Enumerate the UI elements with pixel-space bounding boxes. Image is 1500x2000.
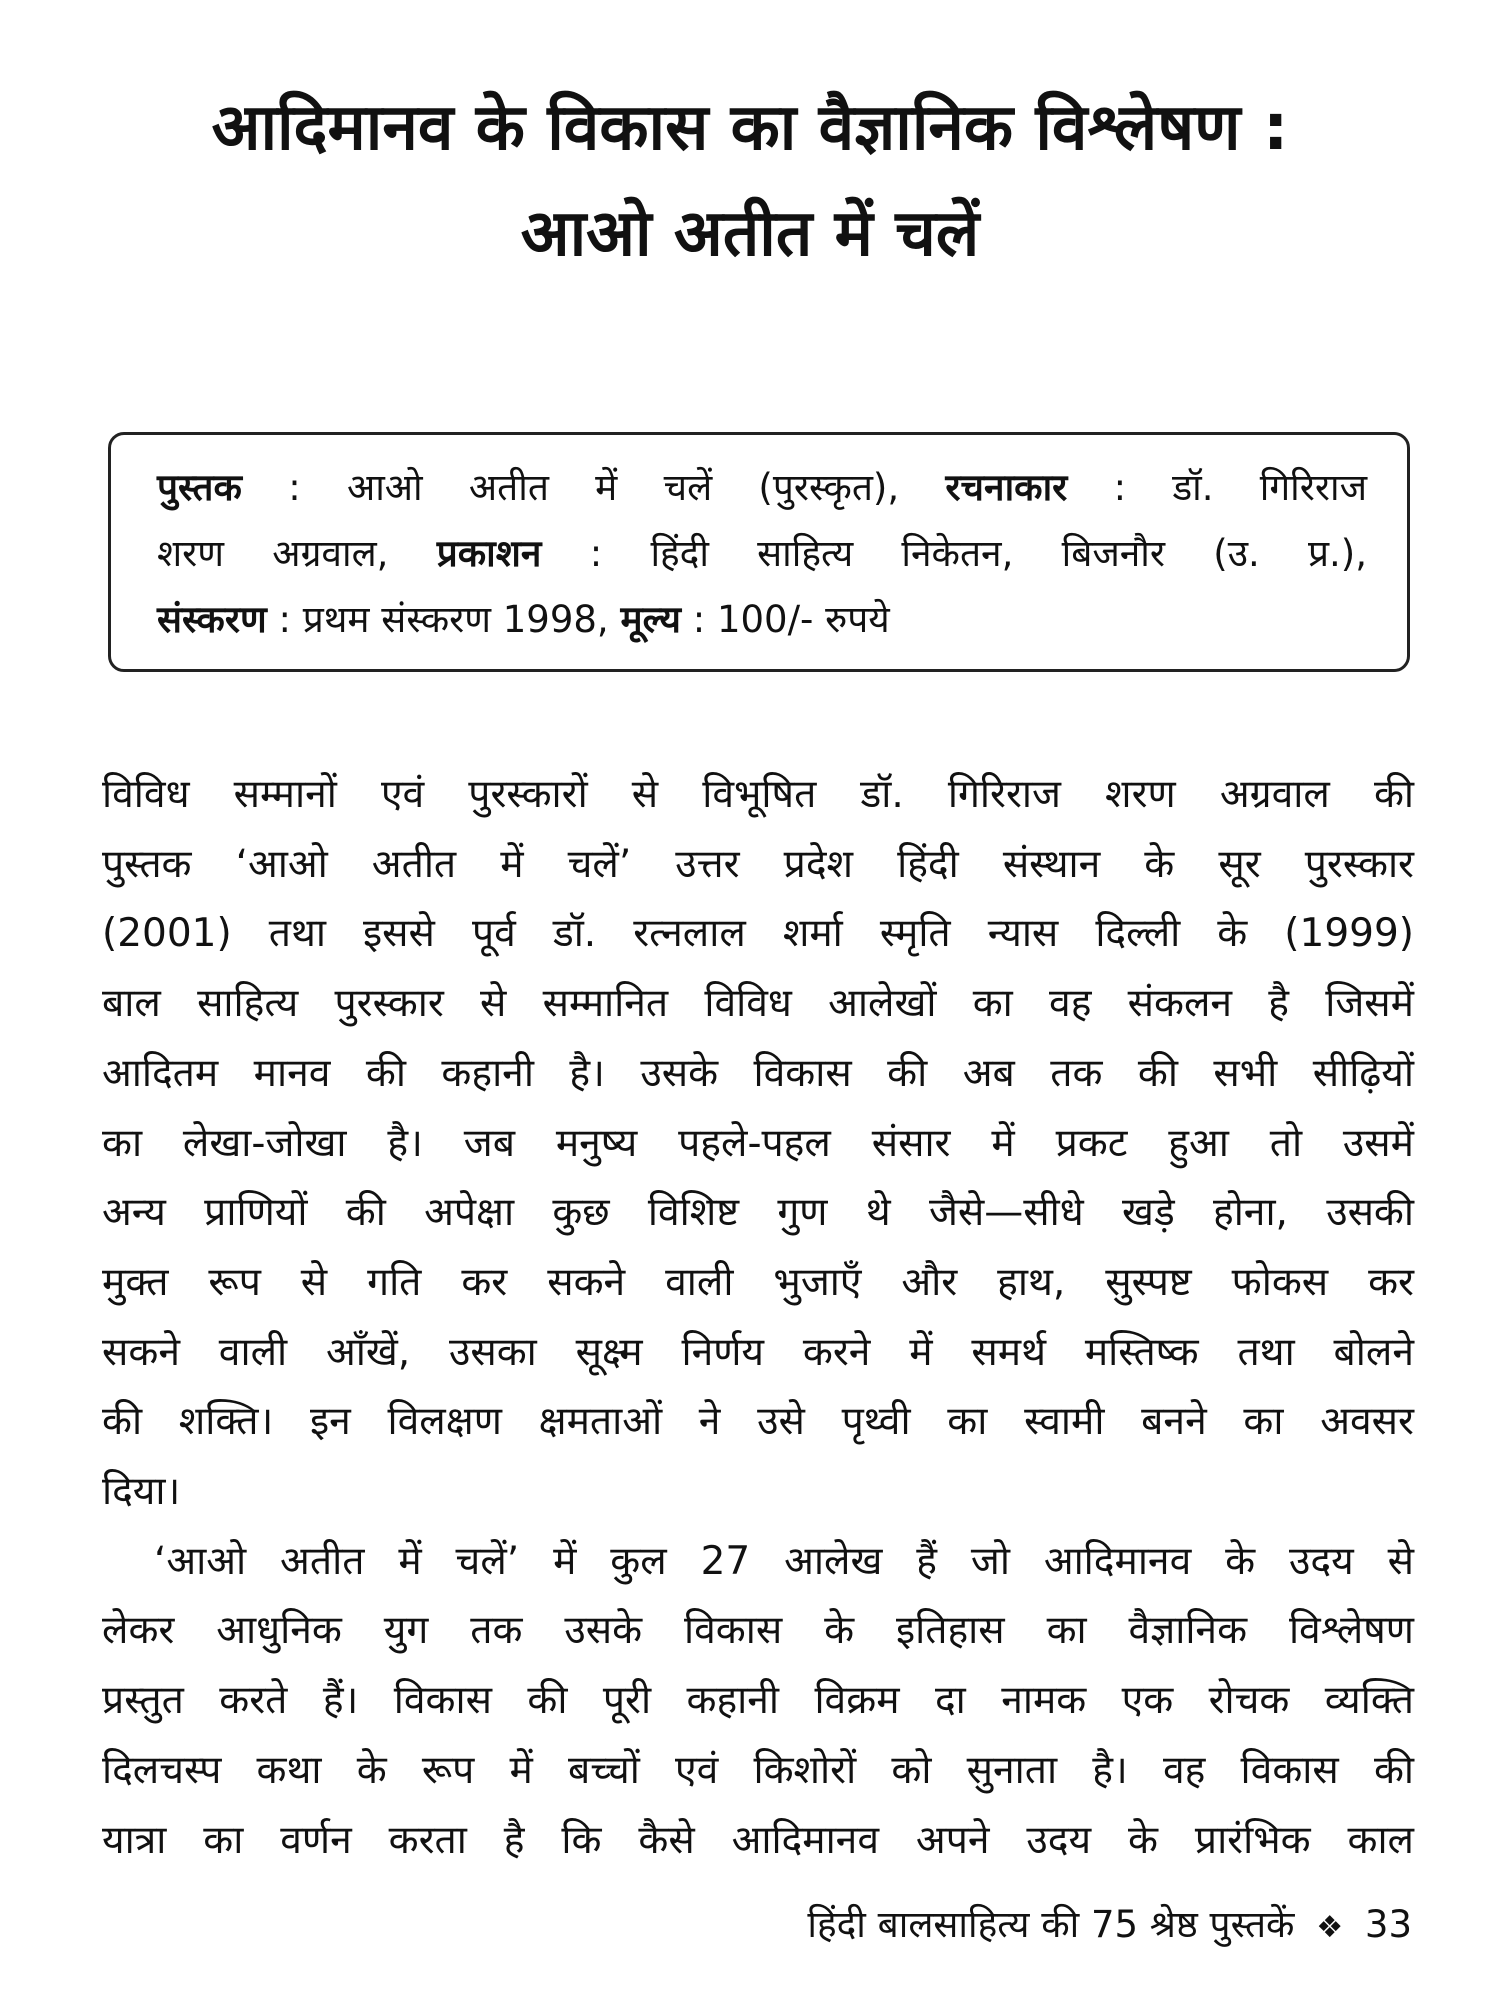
text-line: दिया। (102, 1469, 181, 1515)
paragraph-1 (102, 760, 1414, 1527)
author-value-part1: डॉ. गिरिराज (1172, 466, 1368, 509)
page-footer (807, 1900, 1412, 1953)
price-label: मूल्य (620, 598, 681, 641)
book-info-line-2 (157, 521, 1367, 587)
text-line: सकने वाली आँखें, उसका सूक्ष्म निर्णय करने में समर्थ मस्तिष्क तथा बोलने (102, 1329, 1414, 1375)
text-line: विविध सम्मानों एवं पुरस्कारों से विभूषित डॉ. गिरिराज शरण अग्रवाल की (102, 772, 1414, 817)
author-value-part2: शरण अग्रवाल, (157, 532, 389, 575)
separator: : (278, 598, 291, 641)
text-line: अन्य प्राणियों की अपेक्षा कुछ विशिष्ट गुण थे जैसे—सीधे खड़े होना, उसकी (102, 1190, 1414, 1236)
ornament-icon: ❖ (1316, 1910, 1344, 1945)
edition-label: संस्करण (157, 598, 267, 641)
book-info-line-1 (157, 455, 1367, 521)
text-line: यात्रा का वर्णन करता है कि कैसे आदिमानव अपने उदय के प्रारंभिक काल (102, 1817, 1414, 1863)
book-label: पुस्तक (157, 466, 242, 509)
page-number: 33 (1364, 1903, 1412, 1946)
separator: : (1113, 466, 1127, 509)
article-title-line-1: आदिमानव के विकास का वैज्ञानिक विश्लेषण : (211, 91, 1289, 165)
text-line: पुस्तक ‘आओ अतीत में चलें’ उत्तर प्रदेश हिंदी संस्थान के सूर पुरस्कार (102, 841, 1414, 887)
separator: : (692, 598, 706, 641)
separator: : (288, 466, 301, 509)
text-line: आदितम मानव की कहानी है। उसके विकास की अब तक की सभी सीढ़ियों (102, 1050, 1414, 1096)
separator: : (589, 532, 603, 575)
article-title-line-2: आओ अतीत में चलें (520, 197, 980, 271)
book-title-value: आओ अतीत में चलें (पुरस्कृत), (346, 466, 900, 509)
text-line: (2001) तथा इससे पूर्व डॉ. रत्नलाल शर्मा स्मृति न्यास दिल्ली के (1999) (102, 911, 1414, 957)
text-line: मुक्त रूप से गति कर सकने वाली भुजाएँ और हाथ, सुस्पष्ट फोकस कर (102, 1259, 1414, 1305)
text-line: बाल साहित्य पुरस्कार से सम्मानित विविध आलेखों का वह संकलन है जिसमें (102, 981, 1414, 1027)
text-line: दिलचस्प कथा के रूप में बच्चों एवं किशोरों को सुनाता है। वह विकास की (102, 1747, 1414, 1793)
book-info-line-3 (157, 587, 1367, 653)
paragraph-2 (102, 1527, 1414, 1876)
text-line: ‘आओ अतीत में चलें’ में कुल 27 आलेख हैं जो आदिमानव के उदय से (154, 1538, 1414, 1584)
text-line: प्रस्तुत करते हैं। विकास की पूरी कहानी विक्रम दा नामक एक रोचक व्यक्ति (102, 1678, 1414, 1724)
text-line: की शक्ति। इन विलक्षण क्षमताओं ने उसे पृथ्वी का स्वामी बनने का अवसर (102, 1399, 1414, 1445)
article-body (102, 760, 1414, 1875)
text-line: का लेखा-जोखा है। जब मनुष्य पहले-पहल संसार में प्रकट हुआ तो उसमें (102, 1120, 1414, 1166)
edition-value: प्रथम संस्करण 1998, (302, 598, 609, 641)
publisher-label: प्रकाशन (436, 532, 542, 575)
text-line: लेकर आधुनिक युग तक उसके विकास के इतिहास का वैज्ञानिक विश्लेषण (102, 1608, 1414, 1654)
running-title: हिंदी बालसाहित्य की 75 श्रेष्ठ पुस्तकें (807, 1903, 1295, 1946)
author-label: रचनाकार (945, 466, 1068, 509)
book-info-box (108, 432, 1410, 672)
price-value: 100/- रुपये (716, 598, 890, 641)
publisher-value: हिंदी साहित्य निकेतन, बिजनौर (उ. प्र.), (650, 532, 1368, 575)
